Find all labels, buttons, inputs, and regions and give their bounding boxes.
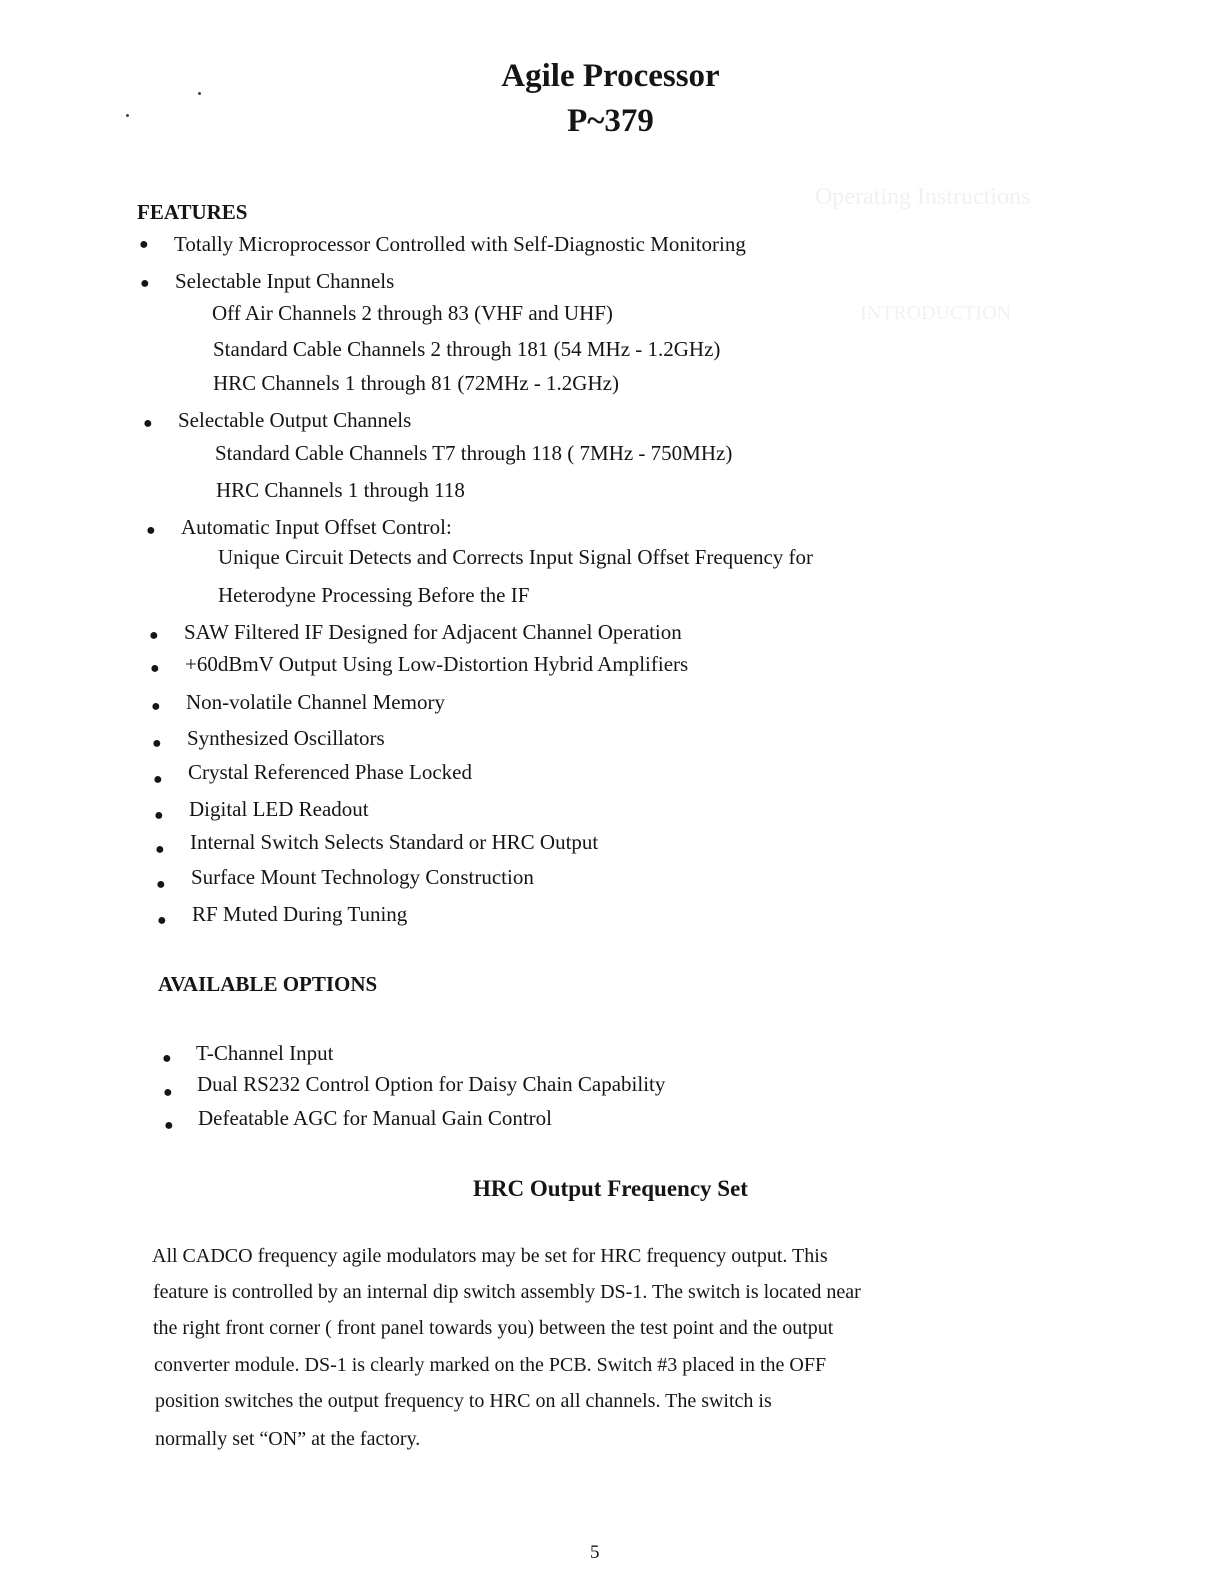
hrc-heading: HRC Output Frequency Set	[473, 1176, 748, 1201]
feature-item: +60dBmV Output Using Low-Distortion Hybrid Amplifiers	[185, 652, 689, 676]
paragraph-line: feature is controlled by an internal dip switch assembly DS-1. The switch is located near	[153, 1281, 861, 1303]
features-heading: FEATURES	[137, 200, 248, 224]
bullet-icon: ●	[139, 236, 149, 253]
paragraph-line: the right front corner ( front panel towards you) between the test point and the output	[153, 1317, 834, 1339]
paragraph-line: converter module. DS-1 is clearly marked on the PCB. Switch #3 placed in the OFF	[154, 1354, 827, 1376]
feature-subitem: Standard Cable Channels 2 through 181 (54 MHz - 1.2GHz)	[213, 337, 721, 361]
bullet-icon: ●	[156, 876, 166, 893]
page-number: 5	[590, 1542, 600, 1563]
feature-item: Digital LED Readout	[189, 797, 369, 821]
feature-item: Selectable Input Channels	[175, 269, 395, 293]
feature-item: Crystal Referenced Phase Locked	[188, 760, 472, 784]
bullet-icon: ●	[154, 807, 164, 824]
feature-item: Surface Mount Technology Construction	[191, 865, 534, 889]
feature-subitem: HRC Channels 1 through 81 (72MHz - 1.2GHz)	[213, 371, 619, 395]
bullet-icon: ●	[155, 841, 165, 858]
feature-item: Totally Microprocessor Controlled with Self-Diagnostic Monitoring	[174, 232, 746, 256]
page-title: Agile Processor	[501, 58, 720, 94]
show-through-text: Operating Instructions	[815, 184, 1031, 210]
bullet-icon: ●	[157, 912, 167, 929]
bullet-icon: ●	[150, 660, 160, 677]
feature-subitem: HRC Channels 1 through 118	[216, 478, 465, 502]
feature-subitem: Standard Cable Channels T7 through 118 ( 7MHz - 750MHz)	[215, 441, 733, 465]
feature-item: Non-volatile Channel Memory	[186, 690, 445, 714]
bullet-icon: ●	[162, 1050, 172, 1067]
option-item: Dual RS232 Control Option for Daisy Chain Capability	[197, 1072, 666, 1096]
feature-item: Automatic Input Offset Control:	[181, 515, 452, 539]
show-through-text: INTRODUCTION	[860, 302, 1012, 324]
bullet-icon: ●	[149, 627, 159, 644]
feature-item: Synthesized Oscillators	[187, 726, 385, 750]
option-item: T-Channel Input	[196, 1041, 334, 1065]
bullet-icon: ●	[164, 1117, 174, 1134]
paragraph-line: All CADCO frequency agile modulators may be set for HRC frequency output. This	[152, 1245, 828, 1267]
bullet-icon: ●	[140, 275, 150, 292]
bullet-icon: ●	[146, 522, 156, 539]
feature-subitem: Off Air Channels 2 through 83 (VHF and UHF)	[212, 301, 613, 325]
feature-item: SAW Filtered IF Designed for Adjacent Channel Operation	[184, 620, 682, 644]
bullet-icon: ●	[151, 698, 161, 715]
paragraph-line: position switches the output frequency to HRC on all channels. The switch is	[155, 1390, 772, 1412]
page-subtitle: P~379	[567, 103, 654, 139]
feature-subitem: Heterodyne Processing Before the IF	[218, 583, 530, 607]
options-heading: AVAILABLE OPTIONS	[158, 972, 378, 996]
bullet-icon: ●	[153, 771, 163, 788]
feature-item: RF Muted During Tuning	[192, 902, 408, 926]
bullet-icon: ●	[152, 735, 162, 752]
option-item: Defeatable AGC for Manual Gain Control	[198, 1106, 552, 1130]
feature-item: Selectable Output Channels	[178, 408, 412, 432]
feature-item: Internal Switch Selects Standard or HRC Output	[190, 830, 599, 854]
feature-subitem: Unique Circuit Detects and Corrects Input Signal Offset Frequency for	[218, 545, 814, 569]
paragraph-line: normally set “ON” at the factory.	[155, 1428, 421, 1450]
bullet-icon: ●	[163, 1084, 173, 1101]
bullet-icon: ●	[143, 415, 153, 432]
